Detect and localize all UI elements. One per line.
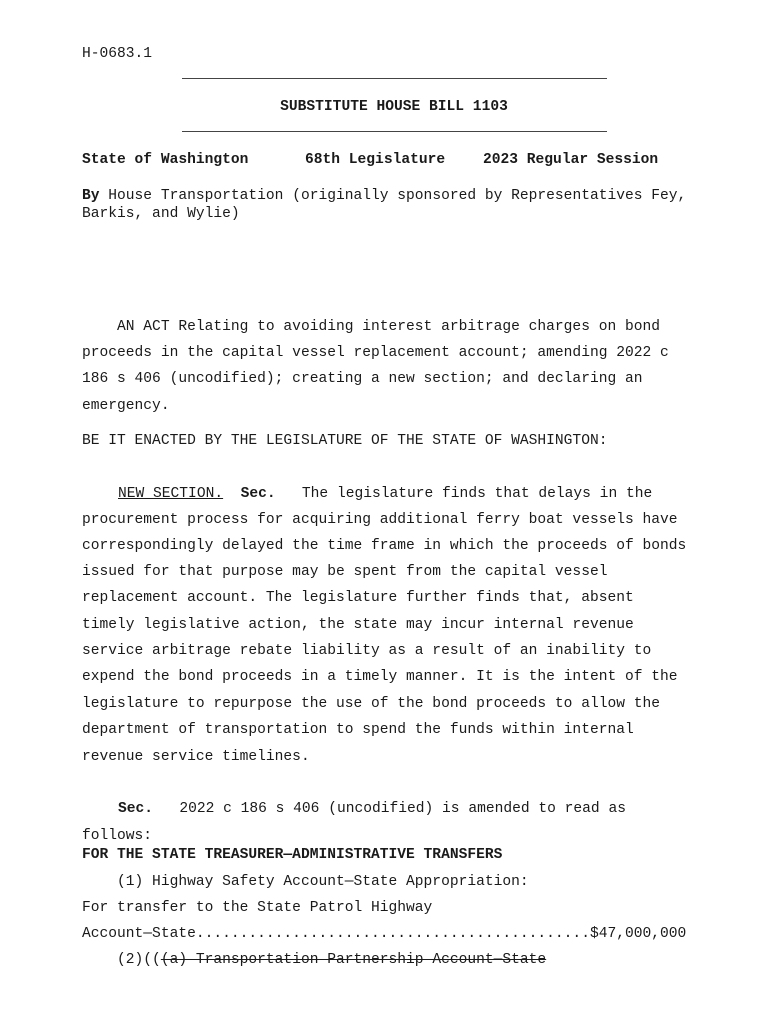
title-rule-top xyxy=(182,78,607,79)
section1-line: replacement account. The legislature further finds that, absent xyxy=(82,590,634,606)
title-rule-bottom xyxy=(182,131,607,132)
section1-line: service arbitrage rebate liability as a result of an inability to xyxy=(82,643,652,659)
enacting-clause: BE IT ENACTED BY THE LEGISLATURE OF THE STATE OF WASHINGTON: xyxy=(82,433,608,449)
section1-line: revenue service timelines. xyxy=(82,749,310,765)
section1-line: issued for that purpose may be spent from the capital vessel xyxy=(82,564,608,580)
meta-session: 2023 Regular Session xyxy=(483,152,659,168)
sponsor-text: House Transportation (originally sponsored by Representatives Fey, xyxy=(108,188,687,204)
section1-text: The legislature finds that delays in the xyxy=(301,486,653,502)
bill-title: SUBSTITUTE HOUSE BILL 1103 xyxy=(280,99,508,115)
section2-item-2 xyxy=(82,952,546,968)
document-id: H-0683.1 xyxy=(82,46,153,62)
section1-line: correspondingly delayed the time frame in which the proceeds of bonds xyxy=(82,538,687,554)
section1-line: procurement process for acquiring additional ferry boat vessels have xyxy=(82,512,678,528)
meta-state: State of Washington xyxy=(82,152,249,168)
sponsor-line-1 xyxy=(82,188,686,204)
item2-prefix: (2)(( xyxy=(82,952,161,968)
section2-text: 2022 c 186 s 406 (uncodified) is amended to read as xyxy=(179,801,626,817)
section-label: Sec. xyxy=(118,801,154,817)
sponsor-line-2: Barkis, and Wylie) xyxy=(82,206,240,222)
account-amount-line: Account—State.............................................$47,000,000 xyxy=(82,926,687,942)
act-line: emergency. xyxy=(82,398,170,414)
section1-first-line xyxy=(118,486,652,502)
act-line: 186 s 406 (uncodified); creating a new section; and declaring an xyxy=(82,371,643,387)
section2-line: follows: xyxy=(82,828,153,844)
section2-item-1: (1) Highway Safety Account—State Appropriation: xyxy=(82,874,529,890)
section1-line: expend the bond proceeds in a timely manner. It is the intent of the xyxy=(82,669,678,685)
transfer-line: For transfer to the State Patrol Highway xyxy=(82,900,433,916)
section1-line: department of transportation to spend the funds within internal xyxy=(82,722,634,738)
act-line: proceeds in the capital vessel replacement account; amending 2022 c xyxy=(82,345,669,361)
act-line: AN ACT Relating to avoiding interest arbitrage charges on bond xyxy=(82,319,661,335)
new-section-label: NEW SECTION. xyxy=(118,486,224,502)
section2-first-line xyxy=(118,801,626,817)
section1-line: timely legislative action, the state may incur internal revenue xyxy=(82,617,634,633)
meta-legislature: 68th Legislature xyxy=(305,152,446,168)
sponsor-by-label: By xyxy=(82,188,100,204)
struck-text: (a) Transportation Partnership Account—State xyxy=(160,952,547,968)
section-label: Sec. xyxy=(240,486,276,502)
section1-line: legislature to repurpose the use of the bond proceeds to allow the xyxy=(82,696,661,712)
section2-heading: FOR THE STATE TREASURER—ADMINISTRATIVE TRANSFERS xyxy=(82,847,503,863)
